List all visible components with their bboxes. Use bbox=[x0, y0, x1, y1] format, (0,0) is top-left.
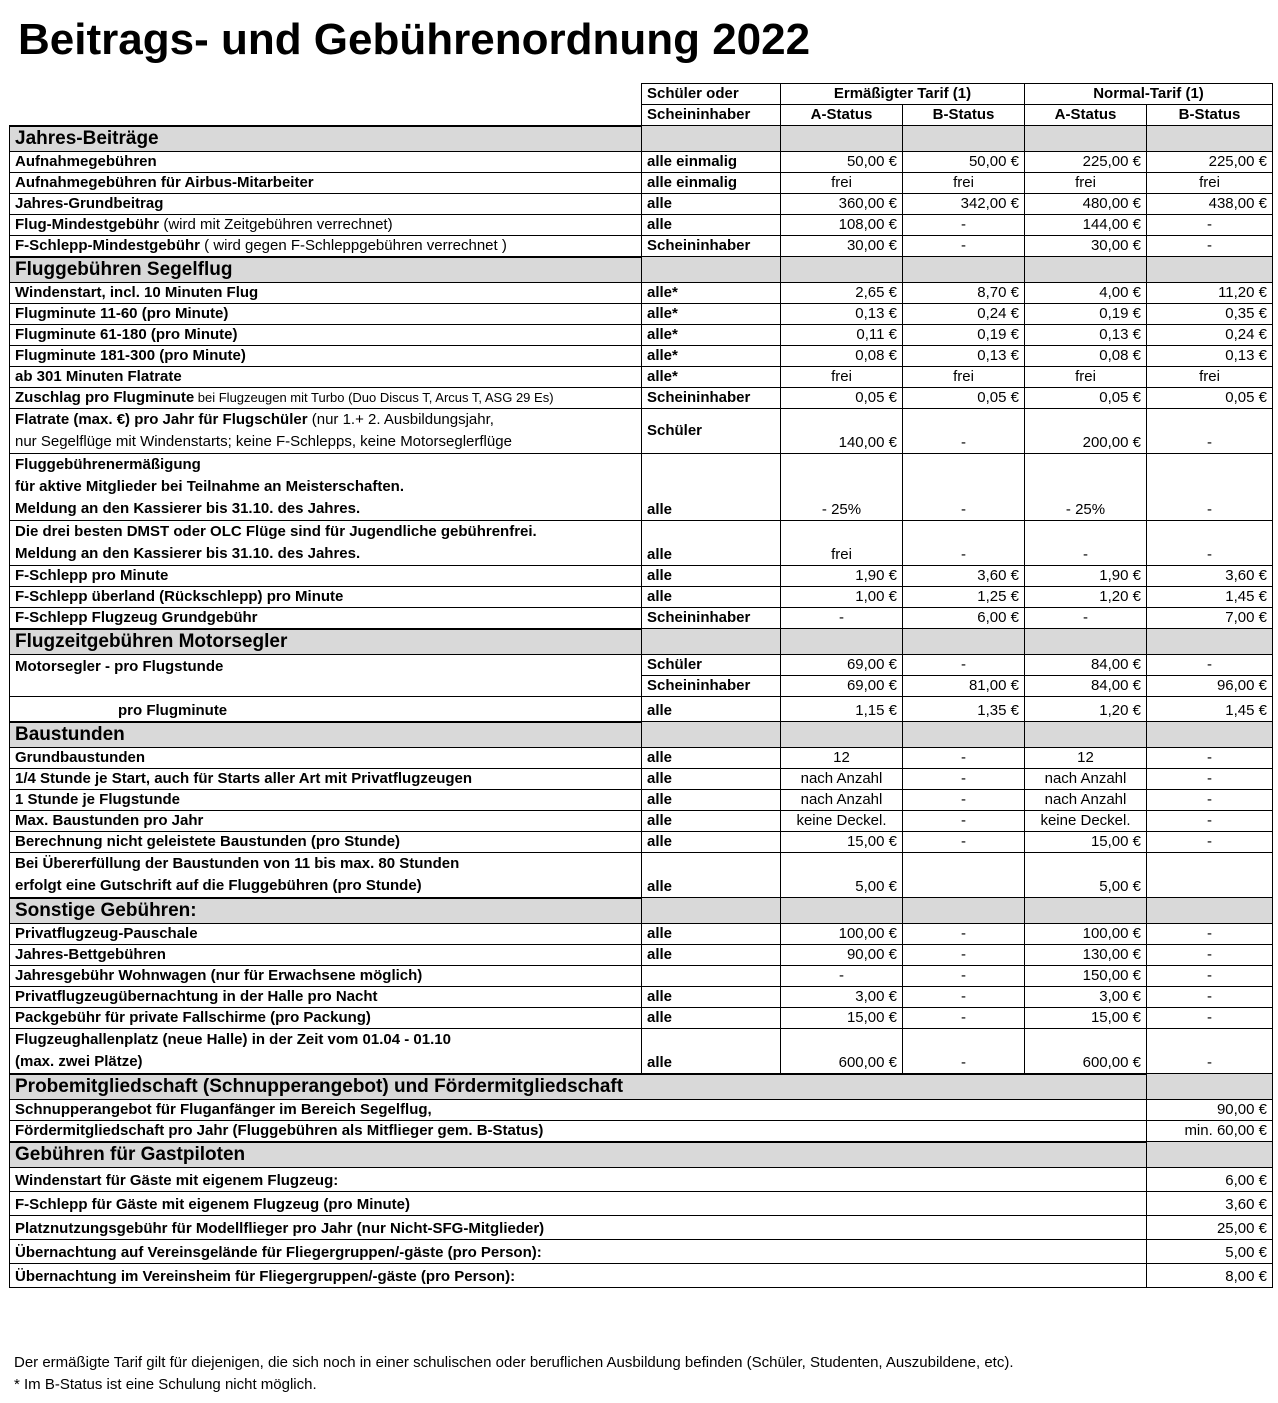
table-row bbox=[10, 366, 1273, 387]
value-reduced-a: frei bbox=[781, 366, 903, 387]
value-reduced-a: 140,00 € bbox=[781, 408, 903, 453]
row-label: Grundbaustunden bbox=[10, 747, 642, 768]
header-normal-a: A-Status bbox=[1025, 105, 1147, 126]
value-normal-b: - bbox=[1147, 768, 1273, 789]
value-reduced-b: - bbox=[903, 789, 1025, 810]
value-reduced-a: 30,00 € bbox=[781, 235, 903, 257]
value-normal-b: 7,00 € bbox=[1147, 607, 1273, 629]
value-reduced-b: 1,35 € bbox=[903, 696, 1025, 722]
row-who: Scheininhaber bbox=[642, 235, 781, 257]
value-reduced-b: - bbox=[903, 944, 1025, 965]
table-row bbox=[10, 986, 1273, 1007]
row-value: 3,60 € bbox=[1147, 1191, 1273, 1215]
value-normal-a: 0,19 € bbox=[1025, 303, 1147, 324]
value-normal-b: frei bbox=[1147, 366, 1273, 387]
section-title: Sonstige Gebühren: bbox=[10, 898, 642, 924]
value-normal-a: 100,00 € bbox=[1025, 923, 1147, 944]
table-row bbox=[10, 944, 1273, 965]
row-label: Flugminute 11-60 (pro Minute) bbox=[10, 303, 642, 324]
row-label: Motorsegler - pro Flugstunde bbox=[10, 654, 642, 696]
value-normal-b: - bbox=[1147, 747, 1273, 768]
table-row bbox=[10, 345, 1273, 366]
header-normal-tariff: Normal-Tarif (1) bbox=[1025, 84, 1273, 105]
value-normal-b: 1,45 € bbox=[1147, 696, 1273, 722]
row-label: ab 301 Minuten Flatrate bbox=[10, 366, 642, 387]
row-label: 1 Stunde je Flugstunde bbox=[10, 789, 642, 810]
value-reduced-b: - bbox=[903, 408, 1025, 453]
value-reduced-b: 6,00 € bbox=[903, 607, 1025, 629]
value-normal-b: 0,24 € bbox=[1147, 324, 1273, 345]
row-label: Privatflugzeugübernachtung in der Halle pro Nacht bbox=[10, 986, 642, 1007]
value-normal-b: 1,45 € bbox=[1147, 586, 1273, 607]
value-normal-a: 30,00 € bbox=[1025, 235, 1147, 257]
table-row bbox=[10, 303, 1273, 324]
row-who: alle bbox=[642, 810, 781, 831]
table-row bbox=[10, 172, 1273, 193]
header-who-line1: Schüler oder bbox=[642, 84, 781, 105]
value-normal-b: 0,13 € bbox=[1147, 345, 1273, 366]
row-label: Jahres-Grundbeitrag bbox=[10, 193, 642, 214]
table-row bbox=[10, 1263, 1273, 1287]
value-normal-a: 150,00 € bbox=[1025, 965, 1147, 986]
value-reduced-b: 0,13 € bbox=[903, 345, 1025, 366]
value-reduced-b: frei bbox=[903, 366, 1025, 387]
table-row bbox=[10, 324, 1273, 345]
row-who: Schüler bbox=[642, 654, 781, 675]
value-normal-b: 225,00 € bbox=[1147, 151, 1273, 172]
value-reduced-b: - bbox=[903, 453, 1025, 520]
row-label: F-Schlepp pro Minute bbox=[10, 565, 642, 586]
value-normal-a: 3,00 € bbox=[1025, 986, 1147, 1007]
value-normal-b: frei bbox=[1147, 172, 1273, 193]
row-who: alle bbox=[642, 520, 781, 565]
value-reduced-a: 0,05 € bbox=[781, 387, 903, 408]
value-normal-b: - bbox=[1147, 214, 1273, 235]
row-who: Scheininhaber bbox=[642, 387, 781, 408]
header-row-1 bbox=[10, 84, 1273, 105]
table-row bbox=[10, 214, 1273, 235]
value-reduced-b: 3,60 € bbox=[903, 565, 1025, 586]
header-reduced-b: B-Status bbox=[903, 105, 1025, 126]
row-who: alle* bbox=[642, 282, 781, 303]
value-normal-a: 12 bbox=[1025, 747, 1147, 768]
table-row bbox=[10, 1215, 1273, 1239]
table-row bbox=[10, 565, 1273, 586]
row-who: alle bbox=[642, 1007, 781, 1028]
row-who: alle bbox=[642, 852, 781, 898]
value-normal-a: - bbox=[1025, 607, 1147, 629]
value-reduced-b: - bbox=[903, 654, 1025, 675]
row-label: F-Schlepp überland (Rückschlepp) pro Minute bbox=[10, 586, 642, 607]
value-reduced-b: - bbox=[903, 747, 1025, 768]
row-label: Flugzeughallenplatz (neue Halle) in der Zeit vom 01.04 - 01.10 (max. zwei Plätze) bbox=[10, 1028, 642, 1074]
row-who: alle bbox=[642, 586, 781, 607]
section-row bbox=[10, 126, 1273, 152]
section-title: Probemitgliedschaft (Schnupperangebot) und Fördermitgliedschaft bbox=[10, 1074, 1147, 1100]
row-value: min. 60,00 € bbox=[1147, 1120, 1273, 1142]
value-normal-a: 0,05 € bbox=[1025, 387, 1147, 408]
row-label: F-Schlepp Flugzeug Grundgebühr bbox=[10, 607, 642, 629]
value-normal-b: 3,60 € bbox=[1147, 565, 1273, 586]
section-title: Fluggebühren Segelflug bbox=[10, 257, 642, 283]
row-who: Scheininhaber bbox=[642, 607, 781, 629]
value-reduced-b: - bbox=[903, 1028, 1025, 1074]
value-normal-a: 4,00 € bbox=[1025, 282, 1147, 303]
row-who: alle bbox=[642, 453, 781, 520]
value-reduced-a: 0,13 € bbox=[781, 303, 903, 324]
table-row bbox=[10, 965, 1273, 986]
value-reduced-b: - bbox=[903, 923, 1025, 944]
value-reduced-a: 1,15 € bbox=[781, 696, 903, 722]
row-label: Übernachtung im Vereinsheim für Fliegergruppen/-gäste (pro Person): bbox=[10, 1263, 1147, 1287]
value-reduced-b: - bbox=[903, 520, 1025, 565]
value-normal-a: 200,00 € bbox=[1025, 408, 1147, 453]
value-normal-b: 96,00 € bbox=[1147, 675, 1273, 696]
value-normal-a: 84,00 € bbox=[1025, 675, 1147, 696]
value-normal-a: 225,00 € bbox=[1025, 151, 1147, 172]
value-normal-b: - bbox=[1147, 944, 1273, 965]
value-reduced-b: - bbox=[903, 831, 1025, 852]
value-normal-a: 0,08 € bbox=[1025, 345, 1147, 366]
value-normal-b: - bbox=[1147, 789, 1273, 810]
section-row bbox=[10, 1142, 1273, 1168]
value-normal-b: - bbox=[1147, 520, 1273, 565]
row-who: alle bbox=[642, 944, 781, 965]
table-row bbox=[10, 810, 1273, 831]
value-normal-b: - bbox=[1147, 810, 1273, 831]
row-who: alle bbox=[642, 565, 781, 586]
row-value: 6,00 € bbox=[1147, 1167, 1273, 1191]
value-normal-b: - bbox=[1147, 408, 1273, 453]
value-reduced-a: 69,00 € bbox=[781, 654, 903, 675]
value-reduced-b: 0,05 € bbox=[903, 387, 1025, 408]
value-normal-b: - bbox=[1147, 1028, 1273, 1074]
row-who: alle bbox=[642, 747, 781, 768]
row-label: Platznutzungsgebühr für Modellflieger pro Jahr (nur Nicht-SFG-Mitglieder) bbox=[10, 1215, 1147, 1239]
section-title: Gebühren für Gastpiloten bbox=[10, 1142, 1147, 1168]
value-normal-a: frei bbox=[1025, 366, 1147, 387]
table-row bbox=[10, 831, 1273, 852]
row-label: Übernachtung auf Vereinsgelände für Fliegergruppen/-gäste (pro Person): bbox=[10, 1239, 1147, 1263]
value-normal-a: nach Anzahl bbox=[1025, 768, 1147, 789]
table-row bbox=[10, 923, 1273, 944]
row-label: Privatflugzeug-Pauschale bbox=[10, 923, 642, 944]
value-reduced-b: - bbox=[903, 1007, 1025, 1028]
row-label: Berechnung nicht geleistete Baustunden (pro Stunde) bbox=[10, 831, 642, 852]
section-row bbox=[10, 722, 1273, 748]
row-who: alle bbox=[642, 1028, 781, 1074]
value-reduced-a: 600,00 € bbox=[781, 1028, 903, 1074]
value-normal-b: 0,35 € bbox=[1147, 303, 1273, 324]
header-row-2 bbox=[10, 105, 1273, 126]
row-label: Flugminute 61-180 (pro Minute) bbox=[10, 324, 642, 345]
value-reduced-a: nach Anzahl bbox=[781, 768, 903, 789]
value-normal-b: 0,05 € bbox=[1147, 387, 1273, 408]
row-label: Jahres-Bettgebühren bbox=[10, 944, 642, 965]
value-normal-b: 11,20 € bbox=[1147, 282, 1273, 303]
value-normal-a: 5,00 € bbox=[1025, 852, 1147, 898]
value-normal-b: - bbox=[1147, 654, 1273, 675]
row-who: alle bbox=[642, 789, 781, 810]
section-row bbox=[10, 898, 1273, 924]
value-normal-b: - bbox=[1147, 923, 1273, 944]
value-normal-a: 144,00 € bbox=[1025, 214, 1147, 235]
value-reduced-b: 8,70 € bbox=[903, 282, 1025, 303]
row-who: alle einmalig bbox=[642, 151, 781, 172]
value-reduced-a: 50,00 € bbox=[781, 151, 903, 172]
value-reduced-a: - bbox=[781, 607, 903, 629]
table-row bbox=[10, 1191, 1273, 1215]
value-reduced-b: 81,00 € bbox=[903, 675, 1025, 696]
value-reduced-a: 0,11 € bbox=[781, 324, 903, 345]
fee-table bbox=[9, 83, 1273, 1288]
value-reduced-a: - bbox=[781, 965, 903, 986]
value-reduced-b: 0,19 € bbox=[903, 324, 1025, 345]
value-normal-a: keine Deckel. bbox=[1025, 810, 1147, 831]
row-who: alle* bbox=[642, 324, 781, 345]
page-title: Beitrags- und Gebührenordnung 2022 bbox=[18, 15, 811, 64]
row-value: 5,00 € bbox=[1147, 1239, 1273, 1263]
row-label: F-Schlepp für Gäste mit eigenem Flugzeug (pro Minute) bbox=[10, 1191, 1147, 1215]
row-who: alle bbox=[642, 696, 781, 722]
row-label: Fluggebührenermäßigung für aktive Mitglieder bei Teilnahme an Meisterschaften. Meldung an den Kassierer bis 31.10. des Jahres. bbox=[10, 453, 642, 520]
table-row bbox=[10, 520, 1273, 565]
table-row bbox=[10, 151, 1273, 172]
table-row bbox=[10, 852, 1273, 898]
table-row bbox=[10, 453, 1273, 520]
value-reduced-a: 100,00 € bbox=[781, 923, 903, 944]
row-label: Flug-Mindestgebühr (wird mit Zeitgebühren verrechnet) bbox=[10, 214, 642, 235]
value-normal-a: 600,00 € bbox=[1025, 1028, 1147, 1074]
table-row bbox=[10, 1120, 1273, 1142]
value-normal-a: 15,00 € bbox=[1025, 831, 1147, 852]
row-label: Flatrate (max. €) pro Jahr für Flugschüler (nur 1.+ 2. Ausbildungsjahr, nur Segelflüge mit Windenstarts; keine F-Schlepps, keine Motorseglerflüge bbox=[10, 408, 642, 453]
footer-notes bbox=[14, 1352, 1014, 1396]
table-row bbox=[10, 607, 1273, 629]
value-reduced-b: 50,00 € bbox=[903, 151, 1025, 172]
header-reduced-tariff: Ermäßigter Tarif (1) bbox=[781, 84, 1025, 105]
row-value: 8,00 € bbox=[1147, 1263, 1273, 1287]
value-reduced-b: - bbox=[903, 235, 1025, 257]
value-reduced-b: - bbox=[903, 768, 1025, 789]
row-who: alle bbox=[642, 831, 781, 852]
value-normal-a: 84,00 € bbox=[1025, 654, 1147, 675]
row-label: Bei Übererfüllung der Baustunden von 11 bis max. 80 Stunden erfolgt eine Gutschrift auf die Fluggebühren (pro Stunde) bbox=[10, 852, 642, 898]
value-reduced-a: - 25% bbox=[781, 453, 903, 520]
footer-note-bstatus: * Im B-Status ist eine Schulung nicht möglich. bbox=[14, 1376, 317, 1393]
value-reduced-a: 3,00 € bbox=[781, 986, 903, 1007]
value-reduced-a: keine Deckel. bbox=[781, 810, 903, 831]
table-row bbox=[10, 789, 1273, 810]
row-who: alle* bbox=[642, 366, 781, 387]
row-label: Packgebühr für private Fallschirme (pro Packung) bbox=[10, 1007, 642, 1028]
row-label: pro Flugminute bbox=[10, 696, 642, 722]
value-normal-b: - bbox=[1147, 986, 1273, 1007]
row-label: Windenstart, incl. 10 Minuten Flug bbox=[10, 282, 642, 303]
value-reduced-a: 90,00 € bbox=[781, 944, 903, 965]
row-who: alle bbox=[642, 923, 781, 944]
row-who bbox=[642, 965, 781, 986]
value-reduced-b: 0,24 € bbox=[903, 303, 1025, 324]
header-normal-b: B-Status bbox=[1147, 105, 1273, 126]
value-reduced-a: frei bbox=[781, 172, 903, 193]
table-row bbox=[10, 1099, 1273, 1120]
row-label: Fördermitgliedschaft pro Jahr (Fluggebühren als Mitflieger gem. B-Status) bbox=[10, 1120, 1147, 1142]
row-who: alle bbox=[642, 986, 781, 1007]
row-label: Die drei besten DMST oder OLC Flüge sind für Jugendliche gebührenfrei. Meldung an den Kassierer bis 31.10. des Jahres. bbox=[10, 520, 642, 565]
value-normal-b: - bbox=[1147, 453, 1273, 520]
value-reduced-a: 69,00 € bbox=[781, 675, 903, 696]
value-normal-b: - bbox=[1147, 965, 1273, 986]
row-label: Windenstart für Gäste mit eigenem Flugzeug: bbox=[10, 1167, 1147, 1191]
value-reduced-a: 0,08 € bbox=[781, 345, 903, 366]
table-row bbox=[10, 696, 1273, 722]
row-label: Aufnahmegebühren für Airbus-Mitarbeiter bbox=[10, 172, 642, 193]
row-who: alle bbox=[642, 214, 781, 235]
value-normal-a: 0,13 € bbox=[1025, 324, 1147, 345]
value-reduced-a: 1,00 € bbox=[781, 586, 903, 607]
value-reduced-a: 360,00 € bbox=[781, 193, 903, 214]
header-who-line2: Scheininhaber bbox=[642, 105, 781, 126]
value-normal-b bbox=[1147, 852, 1273, 898]
row-who: alle* bbox=[642, 303, 781, 324]
value-reduced-a: 15,00 € bbox=[781, 831, 903, 852]
value-normal-a: 480,00 € bbox=[1025, 193, 1147, 214]
value-normal-b: - bbox=[1147, 235, 1273, 257]
value-normal-a: nach Anzahl bbox=[1025, 789, 1147, 810]
row-value: 90,00 € bbox=[1147, 1099, 1273, 1120]
value-normal-a: 130,00 € bbox=[1025, 944, 1147, 965]
value-normal-a: 15,00 € bbox=[1025, 1007, 1147, 1028]
row-who: alle einmalig bbox=[642, 172, 781, 193]
value-normal-b: - bbox=[1147, 1007, 1273, 1028]
footer-note-tariff: Der ermäßigte Tarif gilt für diejenigen, die sich noch in einer schulischen oder beruflichen Ausbildung befinden (Schüler, Studenten, Auszubildene, etc). bbox=[14, 1354, 1014, 1371]
value-normal-a: 1,20 € bbox=[1025, 586, 1147, 607]
table-row bbox=[10, 586, 1273, 607]
value-reduced-b: 342,00 € bbox=[903, 193, 1025, 214]
value-reduced-b: frei bbox=[903, 172, 1025, 193]
value-normal-a: 1,90 € bbox=[1025, 565, 1147, 586]
table-row bbox=[10, 1167, 1273, 1191]
value-reduced-b bbox=[903, 852, 1025, 898]
row-who: Scheininhaber bbox=[642, 675, 781, 696]
value-normal-a: 1,20 € bbox=[1025, 696, 1147, 722]
section-row bbox=[10, 629, 1273, 655]
row-who: Schüler bbox=[642, 408, 781, 453]
row-who: alle bbox=[642, 193, 781, 214]
table-row bbox=[10, 387, 1273, 408]
table-row bbox=[10, 747, 1273, 768]
table-row bbox=[10, 1028, 1273, 1074]
section-title: Jahres-Beiträge bbox=[10, 126, 642, 152]
table-row bbox=[10, 282, 1273, 303]
table-row bbox=[10, 235, 1273, 257]
row-label: Flugminute 181-300 (pro Minute) bbox=[10, 345, 642, 366]
row-label: Aufnahmegebühren bbox=[10, 151, 642, 172]
table-row bbox=[10, 408, 1273, 453]
value-reduced-b: 1,25 € bbox=[903, 586, 1025, 607]
section-title: Flugzeitgebühren Motorsegler bbox=[10, 629, 642, 655]
table-row bbox=[10, 193, 1273, 214]
value-reduced-b: - bbox=[903, 810, 1025, 831]
table-row bbox=[10, 768, 1273, 789]
row-label: Schnupperangebot für Fluganfänger im Bereich Segelflug, bbox=[10, 1099, 1147, 1120]
value-reduced-a: 2,65 € bbox=[781, 282, 903, 303]
table-row bbox=[10, 654, 1273, 675]
table-row bbox=[10, 1239, 1273, 1263]
value-reduced-a: 5,00 € bbox=[781, 852, 903, 898]
value-reduced-b: - bbox=[903, 214, 1025, 235]
row-who: alle* bbox=[642, 345, 781, 366]
value-reduced-b: - bbox=[903, 986, 1025, 1007]
row-value: 25,00 € bbox=[1147, 1215, 1273, 1239]
value-reduced-a: 15,00 € bbox=[781, 1007, 903, 1028]
value-reduced-a: 12 bbox=[781, 747, 903, 768]
table-row bbox=[10, 1007, 1273, 1028]
section-title: Baustunden bbox=[10, 722, 642, 748]
value-normal-a: frei bbox=[1025, 172, 1147, 193]
row-label: Jahresgebühr Wohnwagen (nur für Erwachsene möglich) bbox=[10, 965, 642, 986]
value-reduced-a: nach Anzahl bbox=[781, 789, 903, 810]
header-reduced-a: A-Status bbox=[781, 105, 903, 126]
value-normal-b: 438,00 € bbox=[1147, 193, 1273, 214]
row-label: Max. Baustunden pro Jahr bbox=[10, 810, 642, 831]
value-normal-a: - bbox=[1025, 520, 1147, 565]
value-normal-b: - bbox=[1147, 831, 1273, 852]
value-reduced-a: 1,90 € bbox=[781, 565, 903, 586]
value-reduced-b: - bbox=[903, 965, 1025, 986]
value-reduced-a: 108,00 € bbox=[781, 214, 903, 235]
row-label: 1/4 Stunde je Start, auch für Starts aller Art mit Privatflugzeugen bbox=[10, 768, 642, 789]
row-label: Zuschlag pro Flugminute bei Flugzeugen mit Turbo (Duo Discus T, Arcus T, ASG 29 Es) bbox=[10, 387, 642, 408]
section-row bbox=[10, 1074, 1273, 1100]
value-normal-a: - 25% bbox=[1025, 453, 1147, 520]
value-reduced-a: frei bbox=[781, 520, 903, 565]
section-row bbox=[10, 257, 1273, 283]
row-who: alle bbox=[642, 768, 781, 789]
row-label: F-Schlepp-Mindestgebühr ( wird gegen F-Schleppgebühren verrechnet ) bbox=[10, 235, 642, 257]
